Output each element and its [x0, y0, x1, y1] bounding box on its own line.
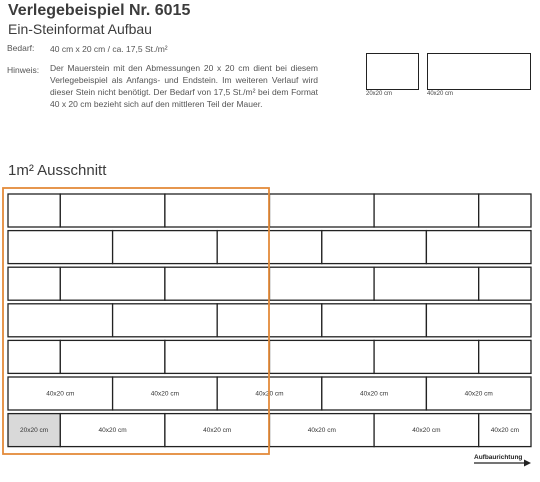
wall-stone: [165, 340, 270, 373]
wall-stone: [113, 304, 218, 337]
page-title: Verlegebeispiel Nr. 6015: [8, 2, 191, 19]
wall-stone: [8, 304, 113, 337]
wall-stone: [60, 340, 165, 373]
wall-stone: [8, 267, 60, 300]
wall-stone: [270, 267, 375, 300]
wall-stone: [60, 194, 165, 227]
wall-stone: [165, 267, 270, 300]
stone-label: 40x20 cm: [150, 390, 179, 398]
stone-label: 40x20 cm: [490, 427, 519, 435]
stone-label: 40x20 cm: [203, 427, 232, 435]
wall-stone: [165, 194, 270, 227]
wall-stone: [374, 267, 479, 300]
page-subtitle: Ein-Steinformat Aufbau: [8, 21, 152, 37]
wall-stone: [426, 231, 531, 264]
hinweis-label: Hinweis:: [7, 65, 40, 75]
wall-stone: [8, 231, 113, 264]
wall-stone: [322, 304, 427, 337]
stone-label: 40x20 cm: [255, 390, 284, 398]
bedarf-value: 40 cm x 20 cm / ca. 17,5 St./m²: [50, 44, 168, 54]
stone-label: 40x20 cm: [307, 427, 336, 435]
direction-arrow-head: [524, 460, 531, 467]
wall-stone: [479, 267, 531, 300]
wall-stone: [426, 304, 531, 337]
direction-label: Aufbaurichtung: [474, 454, 523, 461]
wall-stone: [60, 267, 165, 300]
wall-stone: [374, 194, 479, 227]
stone-label: 40x20 cm: [464, 390, 493, 398]
section-title: 1m² Ausschnitt: [8, 162, 107, 179]
wall-stone: [8, 340, 60, 373]
wall-stone: [479, 194, 531, 227]
stone-label: 20x20 cm: [20, 427, 49, 435]
wall-stone: [8, 194, 60, 227]
stone-label: 40x20 cm: [98, 427, 127, 435]
legend-caption-40x20: 40x20 cm: [427, 91, 454, 97]
wall-stone: [270, 194, 375, 227]
wall-stone: [322, 231, 427, 264]
wall-stone: [113, 231, 218, 264]
wall-stone: [270, 340, 375, 373]
bedarf-label: Bedarf:: [7, 43, 35, 53]
stone-label: 40x20 cm: [412, 427, 441, 435]
stone-label: 40x20 cm: [360, 390, 389, 398]
legend-caption-20x20: 20x20 cm: [366, 91, 393, 97]
wall-stone: [374, 340, 479, 373]
hinweis-text: Der Mauerstein mit den Abmessungen 20 x 20 cm dient bei diesem Verlegebeispiel als Anfangs- und Endstein. Im weiteren Verlauf wird dieser Stein nicht benötigt. Der Bedarf von 17,5 St./m² bei dem Format 40 x 20 cm bezieht sich auf den mittleren Teil der Mauer.: [50, 63, 318, 109]
wall-stone: [479, 340, 531, 373]
stone-label: 40x20 cm: [46, 390, 75, 398]
